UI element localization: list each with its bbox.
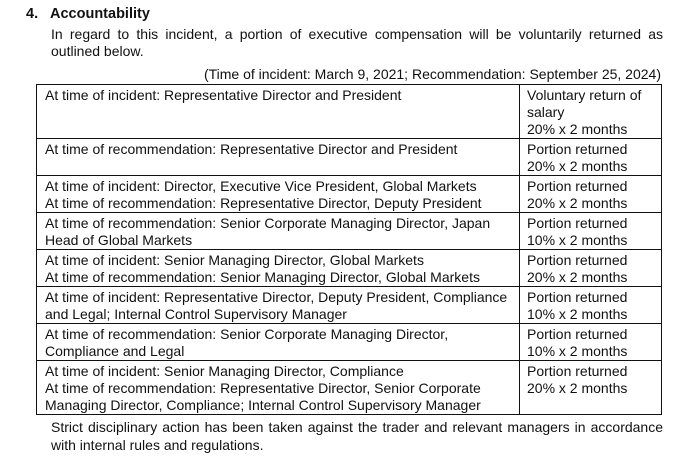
table-row bbox=[37, 85, 662, 139]
table-row bbox=[37, 250, 662, 287]
section-heading bbox=[26, 6, 150, 22]
table-row bbox=[37, 139, 662, 176]
amount-cell bbox=[520, 324, 662, 361]
amount-label: Portion returned bbox=[527, 252, 628, 268]
position-line: At time of incident: Representative Director, Deputy President, Compliance and Legal; Internal Control Supervisory Manager bbox=[45, 289, 508, 322]
amount-cell bbox=[520, 139, 662, 176]
amount-value: 10% x 2 months bbox=[527, 232, 628, 248]
position-line: At time of incident: Senior Managing Director, Global Markets bbox=[45, 252, 424, 268]
intro-paragraph: In regard to this incident, a portion of executive compensation will be voluntarily returned as outlined below. bbox=[51, 26, 663, 59]
position-line: At time of recommendation: Representative Director and President bbox=[45, 141, 458, 157]
section-number: 4. bbox=[26, 6, 39, 22]
amount-cell bbox=[520, 176, 662, 213]
amount-label: Portion returned bbox=[527, 178, 628, 194]
position-cell bbox=[37, 324, 520, 361]
position-line: At time of recommendation: Representative Director, Deputy President bbox=[45, 195, 482, 211]
table-row bbox=[37, 176, 662, 213]
table-row bbox=[37, 287, 662, 324]
closing-paragraph: Strict disciplinary action has been taken against the trader and relevant managers in accordance with internal rules and regulations. bbox=[51, 419, 663, 453]
position-cell bbox=[37, 176, 520, 213]
position-line: At time of recommendation: Senior Managing Director, Global Markets bbox=[45, 269, 480, 285]
position-line: At time of recommendation: Senior Corporate Managing Director, Compliance and Legal bbox=[45, 326, 449, 359]
amount-value: 20% x 2 months bbox=[527, 195, 628, 211]
amount-label: Portion returned bbox=[527, 289, 628, 305]
amount-label: Portion returned bbox=[527, 215, 628, 231]
table-row bbox=[37, 213, 662, 250]
amount-label: Portion returned bbox=[527, 141, 628, 157]
amount-value: 10% x 2 months bbox=[527, 343, 628, 359]
amount-cell bbox=[520, 361, 662, 415]
position-cell bbox=[37, 213, 520, 250]
amount-cell bbox=[520, 250, 662, 287]
amount-label: Voluntary return of salary bbox=[527, 87, 642, 120]
section-title: Accountability bbox=[50, 6, 150, 22]
table-row bbox=[37, 361, 662, 415]
position-cell bbox=[37, 361, 520, 415]
position-line: At time of recommendation: Representative Director, Senior Corporate Managing Director, Compliance; Internal Control Supervisory Manager bbox=[45, 380, 481, 413]
amount-value: 10% x 2 months bbox=[527, 306, 628, 322]
amount-label: Portion returned bbox=[527, 326, 628, 342]
amount-value: 20% x 2 months bbox=[527, 158, 628, 174]
compensation-table bbox=[36, 84, 662, 415]
amount-cell bbox=[520, 213, 662, 250]
position-cell bbox=[37, 139, 520, 176]
position-cell bbox=[37, 250, 520, 287]
timeline-note: (Time of incident: March 9, 2021; Recommendation: September 25, 2024) bbox=[203, 66, 661, 82]
position-line: At time of recommendation: Senior Corporate Managing Director, Japan Head of Global Markets bbox=[45, 215, 491, 248]
position-cell bbox=[37, 287, 520, 324]
position-line: At time of incident: Representative Director and President bbox=[45, 87, 402, 103]
position-line: At time of incident: Director, Executive Vice President, Global Markets bbox=[45, 178, 477, 194]
compensation-table-body bbox=[37, 85, 662, 415]
table-row bbox=[37, 324, 662, 361]
position-cell bbox=[37, 85, 520, 139]
amount-value: 20% x 2 months bbox=[527, 380, 628, 396]
amount-label: Portion returned bbox=[527, 363, 628, 379]
amount-value: 20% x 2 months bbox=[527, 121, 628, 137]
position-line: At time of incident: Senior Managing Director, Compliance bbox=[45, 363, 404, 379]
amount-cell bbox=[520, 85, 662, 139]
amount-cell bbox=[520, 287, 662, 324]
amount-value: 20% x 2 months bbox=[527, 269, 628, 285]
